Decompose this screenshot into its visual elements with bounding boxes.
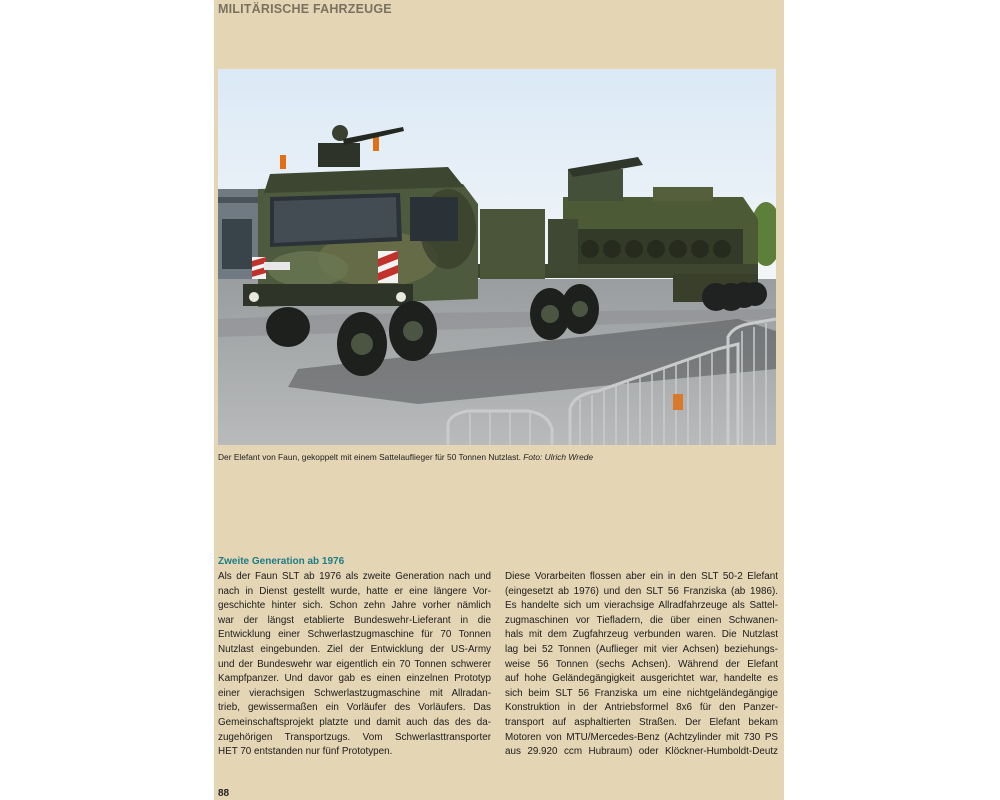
text-line: transport auf asphaltierten Straßen. Der Elefant bekam xyxy=(505,716,778,728)
text-line: Diese Vorarbeiten flossen aber ein in den SLT 50-2 Elefant xyxy=(505,571,778,582)
text-line: zugmaschinen vor Tiefladern, die über einen Schwanen- xyxy=(505,614,778,626)
truck-photo xyxy=(218,69,776,445)
text-line: Es handelte sich um vierachsige Allradfahrzeuge als Sattel- xyxy=(505,600,778,612)
text-line: lag bei 52 Tonnen (Auflieger mit vier Achsen) beziehungs- xyxy=(505,643,778,655)
text-line: nach in Dienst gestellt wurde, hatte er eine längere Vor- xyxy=(218,585,491,597)
section-header: MILITÄRISCHE FAHRZEUGE xyxy=(218,2,392,16)
text-line: Nutzlast eingebunden. Ziel der Entwicklung der US-Army xyxy=(218,643,491,655)
text-line: weise 56 Tonnen (sechs Achsen). Während der Elefant xyxy=(505,658,778,670)
text-line: war der längst etablierte Bundeswehr-Lieferant in die xyxy=(218,614,491,626)
text-line: trieb, gewissermaßen ein Vorläufer des Vorläufers. Das xyxy=(218,702,491,714)
text-line: Als der Faun SLT ab 1976 als zweite Generation nach und xyxy=(218,571,491,582)
text-line: aus 29.920 ccm Hubraum) oder Klöckner-Humboldt-Deutz xyxy=(505,746,778,758)
text-line: hals mit dem Zugfahrzeug verbunden waren. Die Nutzlast xyxy=(505,629,778,641)
text-line: einer vierachsigen Schwerlastzugmaschine mit Allradan- xyxy=(218,687,491,699)
text-line: sich beim SLT 56 Franziska um eine nichtgeländegängige xyxy=(505,687,778,699)
photo-credit: Foto: Ulrich Wrede xyxy=(523,452,594,462)
text-line: Konstruktion in der Antriebsformel 8x6 für den Panzer- xyxy=(505,702,778,714)
text-line: HET 70 entstanden nur fünf Prototypen. xyxy=(218,746,393,758)
text-line: Gemeinschaftsprojekt platzte und damit auch das des da- xyxy=(218,716,491,728)
photo-caption xyxy=(218,452,593,462)
text-line: auf hohe Geländegängigkeit ausgerichtet war, handelte es xyxy=(505,673,778,685)
text-line: zugehörigen Transportzugs. Vom Schwerlasttransporter xyxy=(218,731,491,743)
text-line: geschichte hinter sich. Schon zehn Jahre vorher nämlich xyxy=(218,600,491,612)
text-line: Motoren von MTU/Mercedes-Benz (Achtzylinder mit 730 PS xyxy=(505,731,778,743)
article-left-column xyxy=(218,570,491,760)
caption-text: Der Elefant von Faun, gekoppelt mit einem Sattelauflieger für 50 Tonnen Nutzlast. xyxy=(218,452,524,462)
text-line: Entwicklung einer Schwerlastzugmaschine für 70 Tonnen xyxy=(218,629,491,641)
text-line: Kampfpanzer. Und davor gab es einen einzelnen Prototyp xyxy=(218,673,491,685)
text-line: und der Bundeswehr war eigentlich ein 70 Tonnen schwerer xyxy=(218,658,491,670)
text-line: (eingesetzt ab 1976) und den SLT 56 Franziska (ab 1986). xyxy=(505,585,778,597)
page-number: 88 xyxy=(218,788,230,799)
magazine-page xyxy=(214,0,784,800)
article-right-column xyxy=(505,570,778,760)
article-heading: Zweite Generation ab 1976 xyxy=(218,556,345,567)
